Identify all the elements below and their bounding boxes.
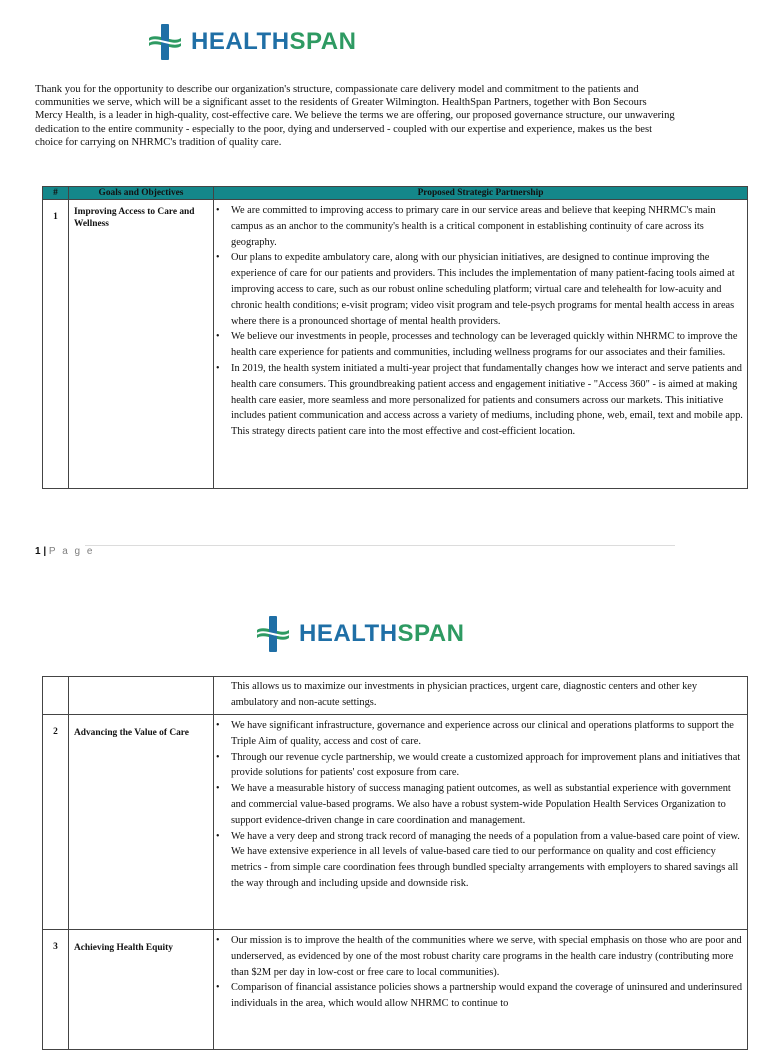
row-number: 1 — [43, 200, 69, 489]
row-goal — [69, 677, 214, 715]
bullet-item: • Comparison of financial assistance policies shows a partnership would expand the coverage of uninsured and underinsured individuals in the area, which would allow NHRMC to continue to — [228, 980, 743, 1012]
bullet-item: • Through our revenue cycle partnership, we would create a customized approach for improvement plans and initiatives that provide solutions for patients' cost exposure from care. — [228, 750, 743, 782]
bullet-item: • Our mission is to improve the health of the communities where we serve, with special emphasis on those who are poor and underserved, as evidenced by one of the most robust charity care programs in the health care industry (contributing more than $2M per day in low-cost or free care to local communities). — [228, 933, 743, 980]
strategy-table-page1 — [42, 186, 748, 489]
bullet-item: • We are committed to improving access to primary care in our service areas and believe that keeping NHRMC's main campus as an anchor to the community's health is a critical component in establishing continuity of care across its geography. — [228, 203, 743, 250]
row-goal: Improving Access to Care and Wellness — [69, 200, 214, 489]
row-partnership — [214, 677, 748, 715]
bullet-item: • We have a very deep and strong track record of managing the needs of a population from a value-based care point of view. We have extensive experience in all levels of value-based care tied to our performance on quality and cost efficiency metrics - from simple care coordination fees through bundled specialty arrangements with employers to shared savings all the way through and including upside and downside risk. — [228, 829, 743, 892]
healthspan-logo-icon — [145, 22, 185, 62]
header-goals: Goals and Objectives — [69, 187, 214, 200]
strategy-table-page2 — [42, 676, 748, 1050]
bullet-item: • We have significant infrastructure, governance and experience across our clinical and operations platforms to support the Triple Aim of quality, access and cost of care. — [228, 718, 743, 750]
continuation-text: This allows us to maximize our investments in physician practices, urgent care, diagnostic centers and other key ambulatory and non-acute settings. — [231, 681, 698, 708]
bullet-item: • We have a measurable history of success managing patient outcomes, as well as substantial experience with government and commercial value-based programs. We also have a robust system-wide Population Health Services Organization to support evidence-driven change in care coordination and management. — [228, 781, 743, 828]
footer-divider — [85, 545, 675, 546]
page-footer — [35, 546, 94, 557]
row-partnership — [214, 200, 748, 489]
healthspan-logo-page2 — [253, 614, 464, 654]
table-row — [43, 930, 748, 1050]
row-number: 3 — [43, 930, 69, 1050]
healthspan-wordmark: HEALTHSPAN — [191, 28, 357, 55]
row-partnership — [214, 715, 748, 930]
row-partnership — [214, 930, 748, 1050]
table-row — [43, 715, 748, 930]
healthspan-logo-icon — [253, 614, 293, 654]
table-row — [43, 677, 748, 715]
row-goal: Advancing the Value of Care — [69, 715, 214, 930]
page-label: P a g e — [48, 546, 95, 557]
healthspan-logo — [145, 22, 356, 62]
healthspan-wordmark: HEALTHSPAN — [299, 620, 465, 647]
row-number — [43, 677, 69, 715]
page-number: 1 | — [35, 546, 47, 557]
table-row — [43, 200, 748, 489]
intro-paragraph: Thank you for the opportunity to describe our organization's structure, compassionate care delivery model and commitment to the patients and communities we serve, which will be a significant asset to the residents of Greater Wilmington. HealthSpan Partners, together with Bon Secours Mercy Health, is a leader in high-quality, cost-effective care. We believe the terms we are offering, our proposed governance structure, our unwavering dedication to the entire community - especially to the poor, dying and underserved - coupled with our expertise and experience, makes us the best choice for carrying on NHRMC's tradition of quality care. — [35, 84, 675, 148]
bullet-item: • In 2019, the health system initiated a multi-year project that fundamentally changes how we interact and serve patients and health care consumers. This groundbreaking patient access and engagement initiative - "Access 360" - is aimed at making health care easier, more seamless and more personalized for patients and consumers across our markets. This initiative includes patient communication and access across a variety of mediums, including phone, web, email, text and mobile app. This strategy directs patient care into the most effective and cost-efficient location. — [228, 361, 743, 440]
row-goal: Achieving Health Equity — [69, 930, 214, 1050]
bullet-item: • Our plans to expedite ambulatory care, along with our physician initiatives, are designed to continue improving the experience of care for our patients and providers. This includes the implementation of many patient-facing tools aimed at improving access to care, such as our robust online scheduling platform; virtual care and telehealth for low-acuity and chronic health conditions; e-visit program; video visit program and tele-psych programs for mental health access in areas where there is a pronounced shortage of mental health providers. — [228, 250, 743, 329]
bullet-item: • We believe our investments in people, processes and technology can be leveraged quickly within NHRMC to improve the health care experience for patients and communities, including wellness programs for our associates and their families. — [228, 329, 743, 361]
row-number: 2 — [43, 715, 69, 930]
table-header-row — [43, 187, 748, 200]
header-number: # — [43, 187, 69, 200]
header-partnership: Proposed Strategic Partnership — [214, 187, 748, 200]
